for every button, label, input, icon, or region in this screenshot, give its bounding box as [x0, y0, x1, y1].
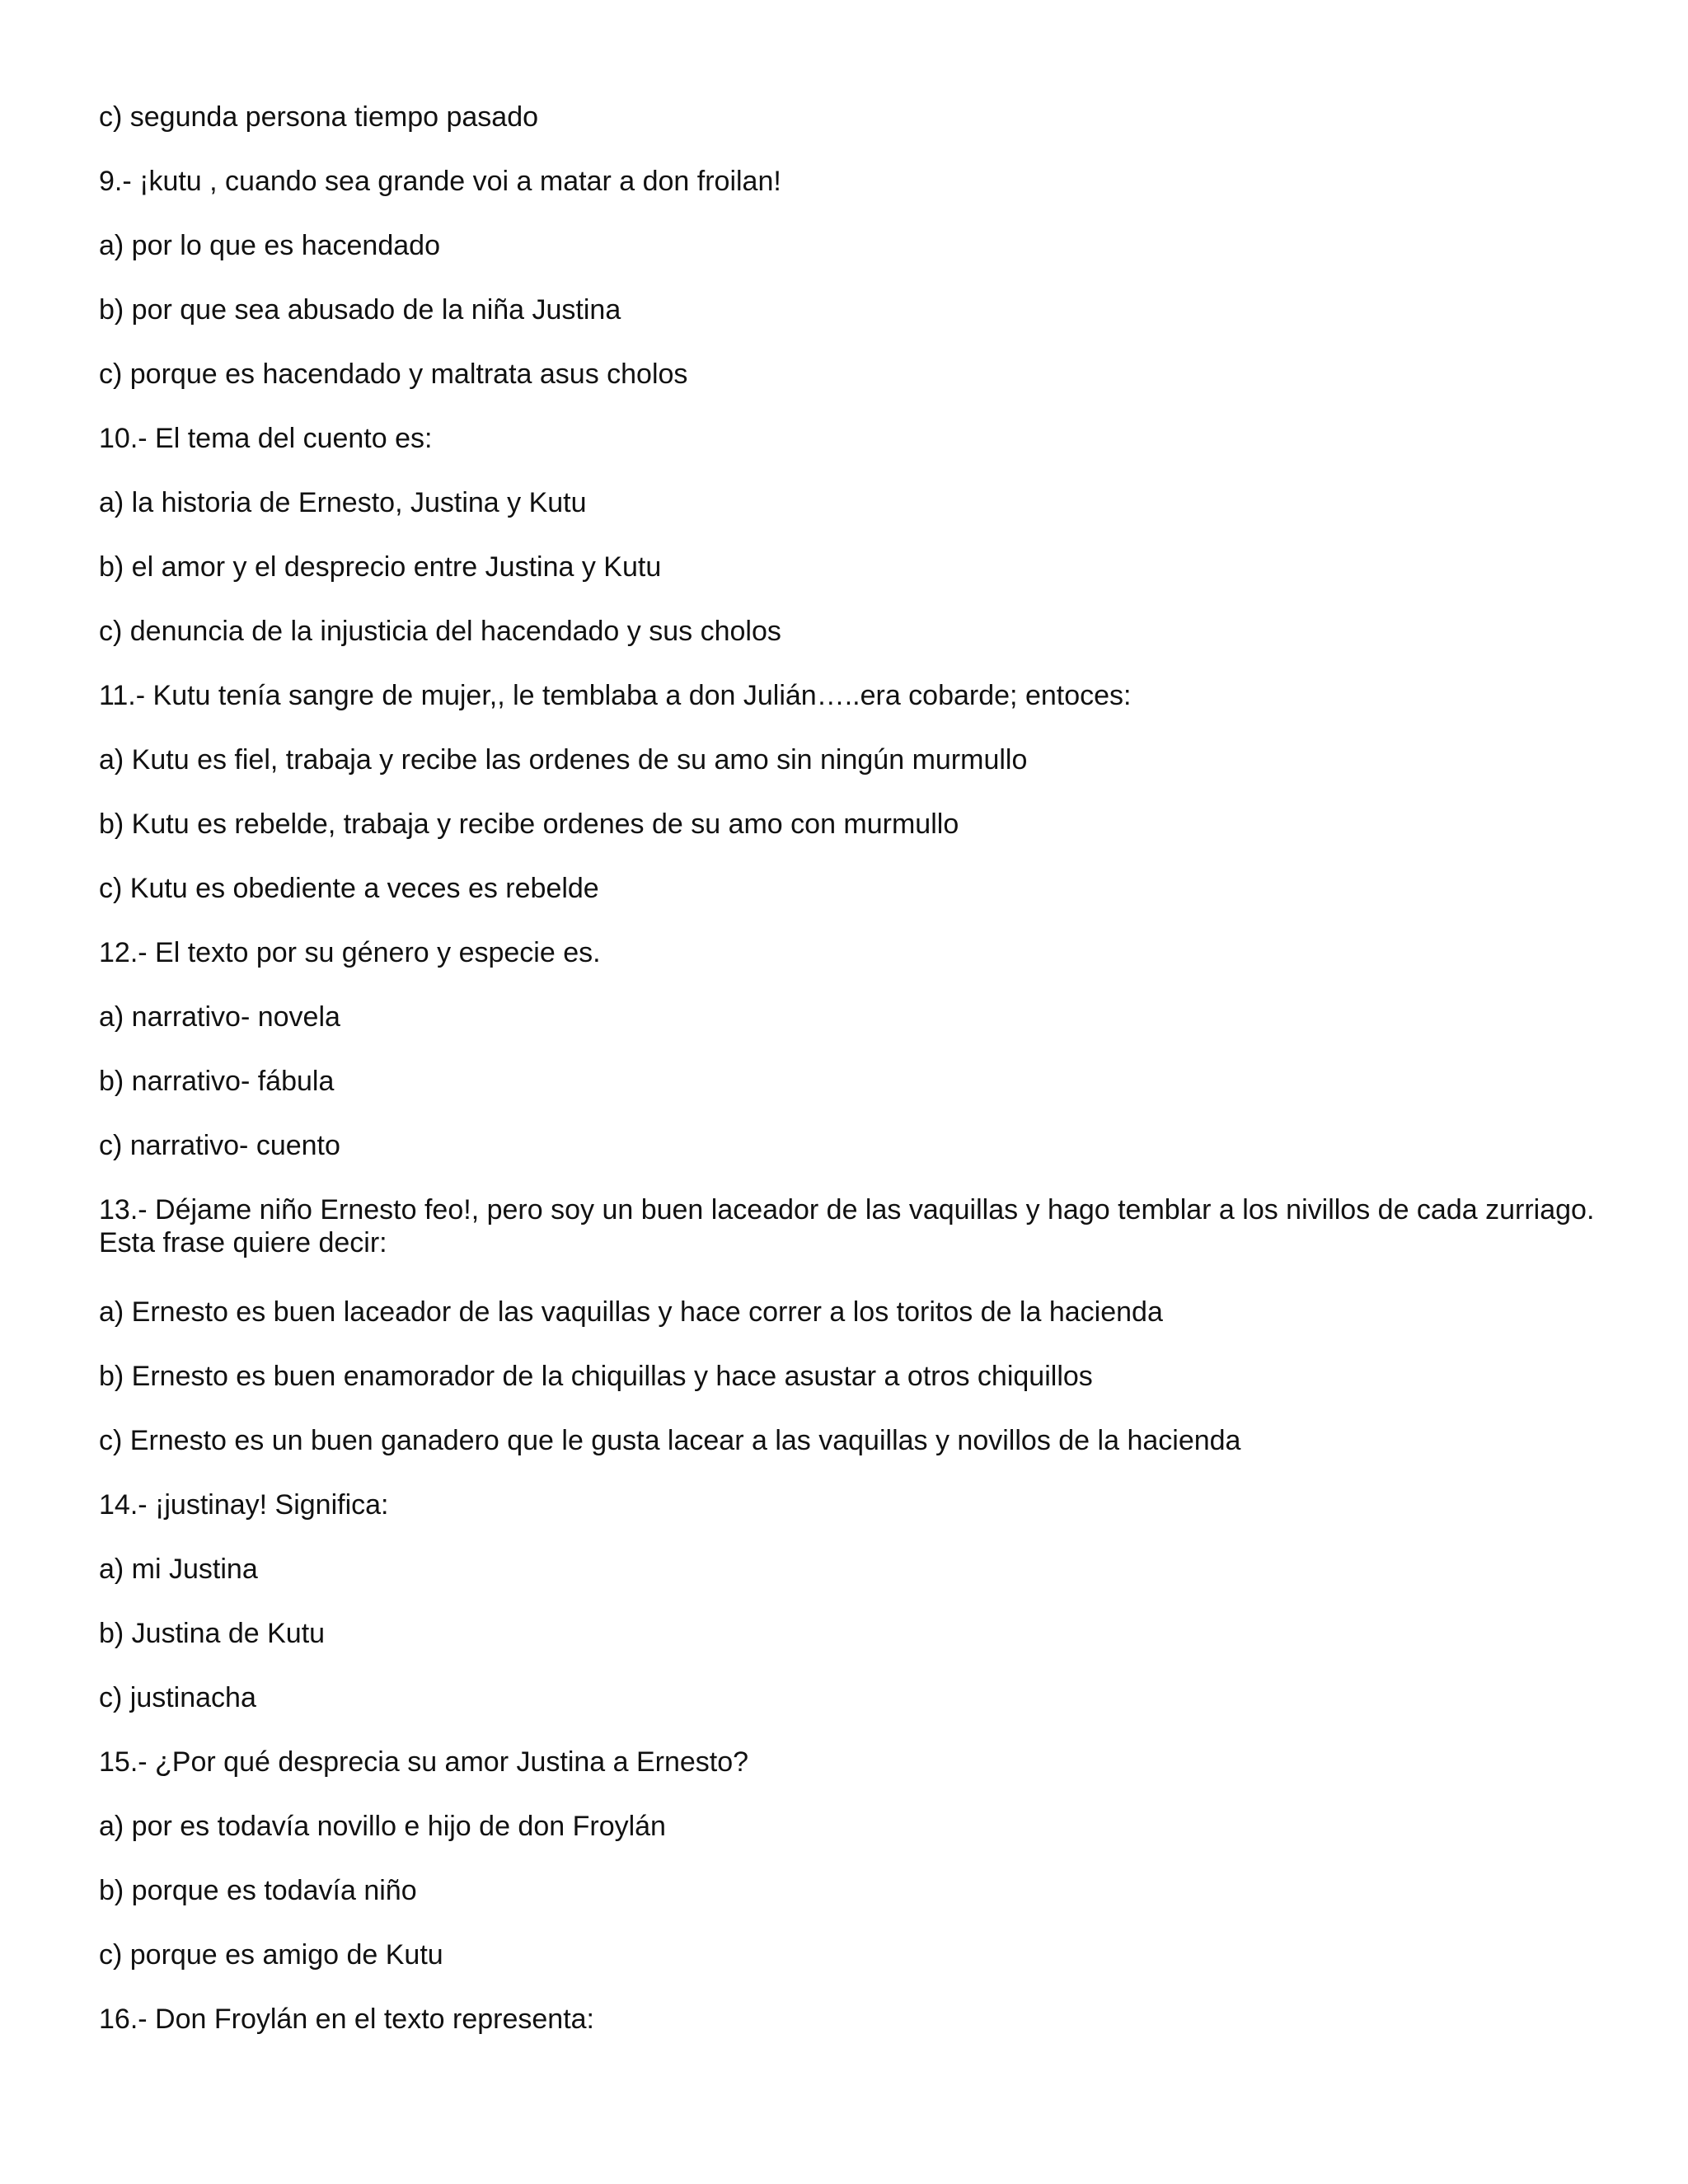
- answer-option-15b: b) porque es todavía niño: [99, 1875, 417, 1906]
- answer-option-9c: c) porque es hacendado y maltrata asus cholos: [99, 359, 688, 390]
- answer-option-12b: b) narrativo- fábula: [99, 1066, 335, 1097]
- question-11: 11.- Kutu tenía sangre de mujer,, le temblaba a don Julián…..era cobarde; entoces:: [99, 680, 1132, 711]
- answer-option-10b: b) el amor y el desprecio entre Justina y Kutu: [99, 551, 662, 583]
- question-16: 16.- Don Froylán en el texto representa:: [99, 2004, 594, 2035]
- question-14: 14.- ¡justinay! Significa:: [99, 1489, 389, 1521]
- answer-option-8c: c) segunda persona tiempo pasado: [99, 101, 539, 133]
- answer-option-9a: a) por lo que es hacendado: [99, 230, 440, 261]
- answer-option-10c: c) denuncia de la injusticia del hacendado y sus cholos: [99, 616, 781, 647]
- answer-option-13a: a) Ernesto es buen laceador de las vaquillas y hace correr a los toritos de la hacienda: [99, 1296, 1163, 1328]
- answer-option-11a: a) Kutu es fiel, trabaja y recibe las ordenes de su amo sin ningún murmullo: [99, 744, 1028, 776]
- answer-option-15a: a) por es todavía novillo e hijo de don Froylán: [99, 1811, 666, 1842]
- question-12: 12.- El texto por su género y especie es.: [99, 937, 601, 968]
- question-13: 13.- Déjame niño Ernesto feo!, pero soy un buen laceador de las vaquillas y hago temblar a los nivillos de cada zurriago. Esta frase quiere decir:: [99, 1194, 1595, 1258]
- answer-option-13c: c) Ernesto es un buen ganadero que le gusta lacear a las vaquillas y novillos de la hacienda: [99, 1425, 1241, 1456]
- question-9: 9.- ¡kutu , cuando sea grande voi a matar a don froilan!: [99, 166, 781, 197]
- answer-option-14a: a) mi Justina: [99, 1554, 258, 1585]
- answer-option-12c: c) narrativo- cuento: [99, 1130, 340, 1161]
- answer-option-9b: b) por que sea abusado de la niña Justina: [99, 294, 621, 326]
- question-15: 15.- ¿Por qué desprecia su amor Justina a Ernesto?: [99, 1746, 749, 1778]
- question-10: 10.- El tema del cuento es:: [99, 423, 433, 454]
- answer-option-10a: a) la historia de Ernesto, Justina y Kutu: [99, 487, 587, 518]
- answer-option-15c: c) porque es amigo de Kutu: [99, 1939, 443, 1971]
- answer-option-13b: b) Ernesto es buen enamorador de la chiquillas y hace asustar a otros chiquillos: [99, 1361, 1093, 1392]
- answer-option-12a: a) narrativo- novela: [99, 1001, 340, 1033]
- answer-option-11b: b) Kutu es rebelde, trabaja y recibe ordenes de su amo con murmullo: [99, 808, 959, 840]
- answer-option-11c: c) Kutu es obediente a veces es rebelde: [99, 873, 599, 904]
- answer-option-14b: b) Justina de Kutu: [99, 1618, 326, 1649]
- answer-option-14c: c) justinacha: [99, 1682, 256, 1713]
